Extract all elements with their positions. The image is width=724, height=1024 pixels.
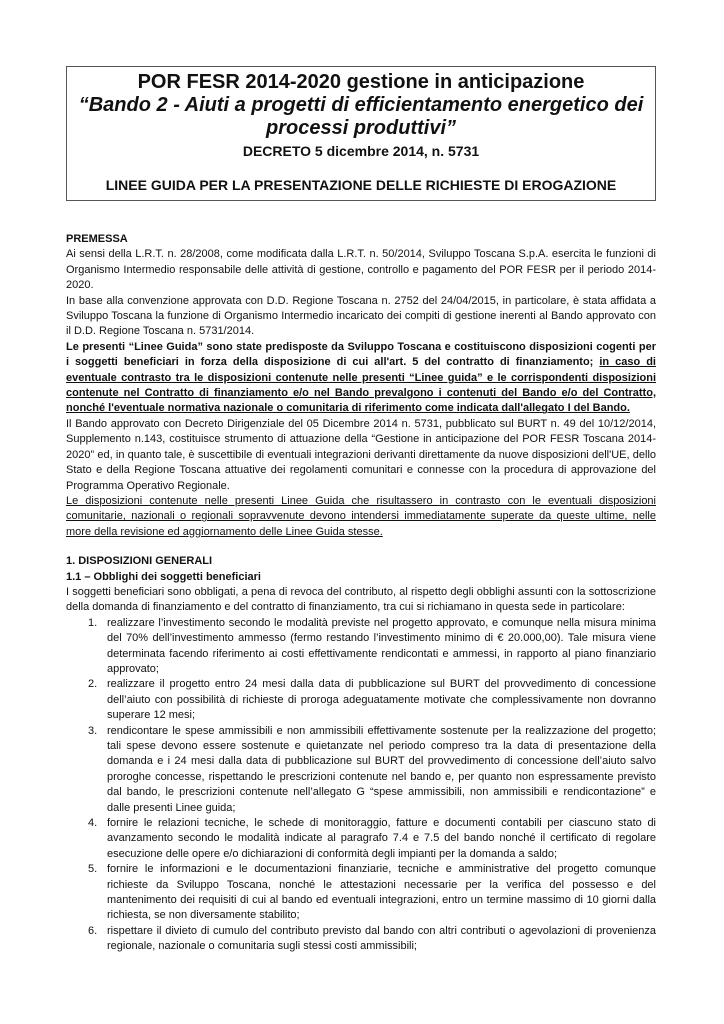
section-1-1-intro: I soggetti beneficiari sono obbligati, a pena di revoca del contributo, al rispetto degli obblighi assunti con la sottoscrizione della domanda di finanziamento e del contratto di finanziamento, tra cui si richiamano in questa sede in particolare: (66, 585, 656, 614)
list-item-number: 2. (88, 678, 98, 691)
list-item (66, 724, 656, 816)
list-item-number: 5. (88, 863, 98, 876)
list-item (66, 677, 656, 723)
list-item-number: 3. (88, 724, 98, 737)
obligations-list (66, 616, 656, 955)
premessa-paragraph-5: Le disposizioni contenute nelle presenti Linee Guida che risultassero in contrasto con le eventuali disposizioni comunitarie, nazionali o regionali sopravvenute devono intendersi immediatamente superate da queste ultime, nelle more della revisione ed aggiornamento delle Linee Guida stesse. (66, 494, 656, 538)
list-item-number: 4. (88, 817, 98, 830)
section-1-heading: 1. DISPOSIZIONI GENERALI (66, 555, 213, 568)
premessa-paragraph-2: In base alla convenzione approvata con D.D. Regione Toscana n. 2752 del 24/04/2015, in particolare, è stata affidata a Sviluppo Toscana la funzione di Organismo Intermedio incaricato dei compiti di gestione inerenti al Bando approvato con il D.D. Regione Toscana n. 5731/2014. (66, 294, 656, 338)
document-page (66, 66, 656, 955)
list-item-text: realizzare l’investimento secondo le modalità previste nel progetto approvato, e comunque nella misura minima del 70% dell’investimento ammesso (fermo restando l’investimento minimo di € 20.000,00). Tale misura viene determinata facendo riferimento ai costi effettivamente rendicontati e ammessi, in rapporto al piano finanziario approvato; (107, 616, 656, 675)
premessa-heading: PREMESSA (66, 233, 128, 245)
decree-reference: DECRETO 5 dicembre 2014, n. 5731 (242, 143, 480, 159)
premessa-paragraph-3 (66, 340, 656, 417)
list-item-number: 6. (88, 924, 98, 937)
section-gap (66, 540, 656, 554)
document-subtitle: “Bando 2 - Aiuti a progetti di efficientamento energetico dei processi produttivi” (78, 94, 644, 139)
list-item (66, 924, 656, 955)
document-body (66, 232, 656, 955)
title-box (66, 66, 656, 201)
premessa-paragraph-3-bold-underline: in caso di eventuale contrasto tra le disposizioni contenute nelle presenti “Linee guida” e le corrispondenti disposizioni contenute nel Contratto di finanziamento e/o nel Bando prevalgono i contenuti del Bando e/o del Contratto, nonché l'eventuale normativa nazionale o comunitaria di riferimento come indicata dall'allegato I del Bando. (66, 356, 656, 415)
list-item (66, 816, 656, 862)
list-item-text: rendicontare le spese ammissibili e non ammissibili effettivamente sostenute per la realizzazione del progetto; tali spese devono essere sostenute e quietanzate nel periodo compreso tra la data di presentazione della domanda e i 24 mesi dalla data di pubblicazione sul BURT del provvedimento di concessione dell’aiuto salvo proroghe concesse, rispettando le prescrizioni contenute nel bando e, per quanto non espressamente previsto dal bando, le prescrizioni contenute nell’allegato G “spese ammissibili, non ammissibili e rendicontazione” e dalle presenti Linee guida; (107, 724, 656, 814)
list-item-text: rispettare il divieto di cumulo del contributo previsto dal bando con altri contributi o agevolazioni di provenienza regionale, nazionale o comunitaria sugli stessi costi ammissibili; (107, 924, 656, 953)
premessa-paragraph-1: Ai sensi della L.R.T. n. 28/2008, come modificata dalla L.R.T. n. 50/2014, Sviluppo Toscana S.p.A. esercita le funzioni di Organismo Intermedio responsabile delle attività di gestione, controllo e pagamento del POR FESR per il periodo 2014-2020. (66, 248, 656, 292)
section-1-1-heading: 1.1 – Obblighi dei soggetti beneficiari (66, 570, 261, 583)
list-item-number: 1. (88, 616, 98, 629)
guidelines-title: LINEE GUIDA PER LA PRESENTAZIONE DELLE RICHIESTE DI EROGAZIONE (105, 177, 617, 193)
list-item-text: realizzare il progetto entro 24 mesi dalla data di pubblicazione sul BURT del provvedimento di concessione dell’aiuto con possibilità di richieste di proroga adeguatamente motivate che complessivamente non dovranno superare 12 mesi; (107, 678, 656, 722)
premessa-paragraph-3-bold: Le presenti “Linee Guida” sono state predisposte da Sviluppo Toscana e costituiscono disposizioni cogenti per i soggetti beneficiari in forza della disposizione di cui all'art. 5 del contratto di finanziamento; (66, 340, 656, 369)
list-item-text: fornire le informazioni e le documentazioni finanziarie, tecniche e amministrative del progetto comunque richieste da Sviluppo Toscana, nonché le attestazioni necessarie per la verifica del possesso e del mantenimento dei requisiti di cui al bando ed eventuali integrazioni, entro un termine massimo di 10 giorni dalla richiesta, se non diversamente stabilito; (107, 863, 656, 922)
premessa-paragraph-4: Il Bando approvato con Decreto Dirigenziale del 05 Dicembre 2014 n. 5731, pubblicato sul BURT n. 49 del 10/12/2014, Supplemento n.143, costituisce strumento di attuazione della “Gestione in anticipazione del POR FESR Toscana 2014-2020” ed, in quanto tale, è suscettibile di eventuali integrazioni derivanti direttamente da nuove disposizioni dell'UE, dello Stato e della Regione Toscana attuative dei regolamenti comunitari e connesse con la procedura di approvazione del Programma Operativo Regionale. (66, 417, 656, 492)
list-item-text: fornire le relazioni tecniche, le schede di monitoraggio, fatture e documenti contabili per ciascuno stato di avanzamento secondo le modalità indicate al paragrafo 7.4 e 7.5 del bando nonché il certificato di regolare esecuzione delle opere e/o dichiarazioni di conformità degli impianti per la domanda a saldo; (107, 817, 656, 860)
list-item (66, 862, 656, 924)
list-item (66, 616, 656, 678)
document-title: POR FESR 2014-2020 gestione in anticipazione (137, 71, 585, 93)
